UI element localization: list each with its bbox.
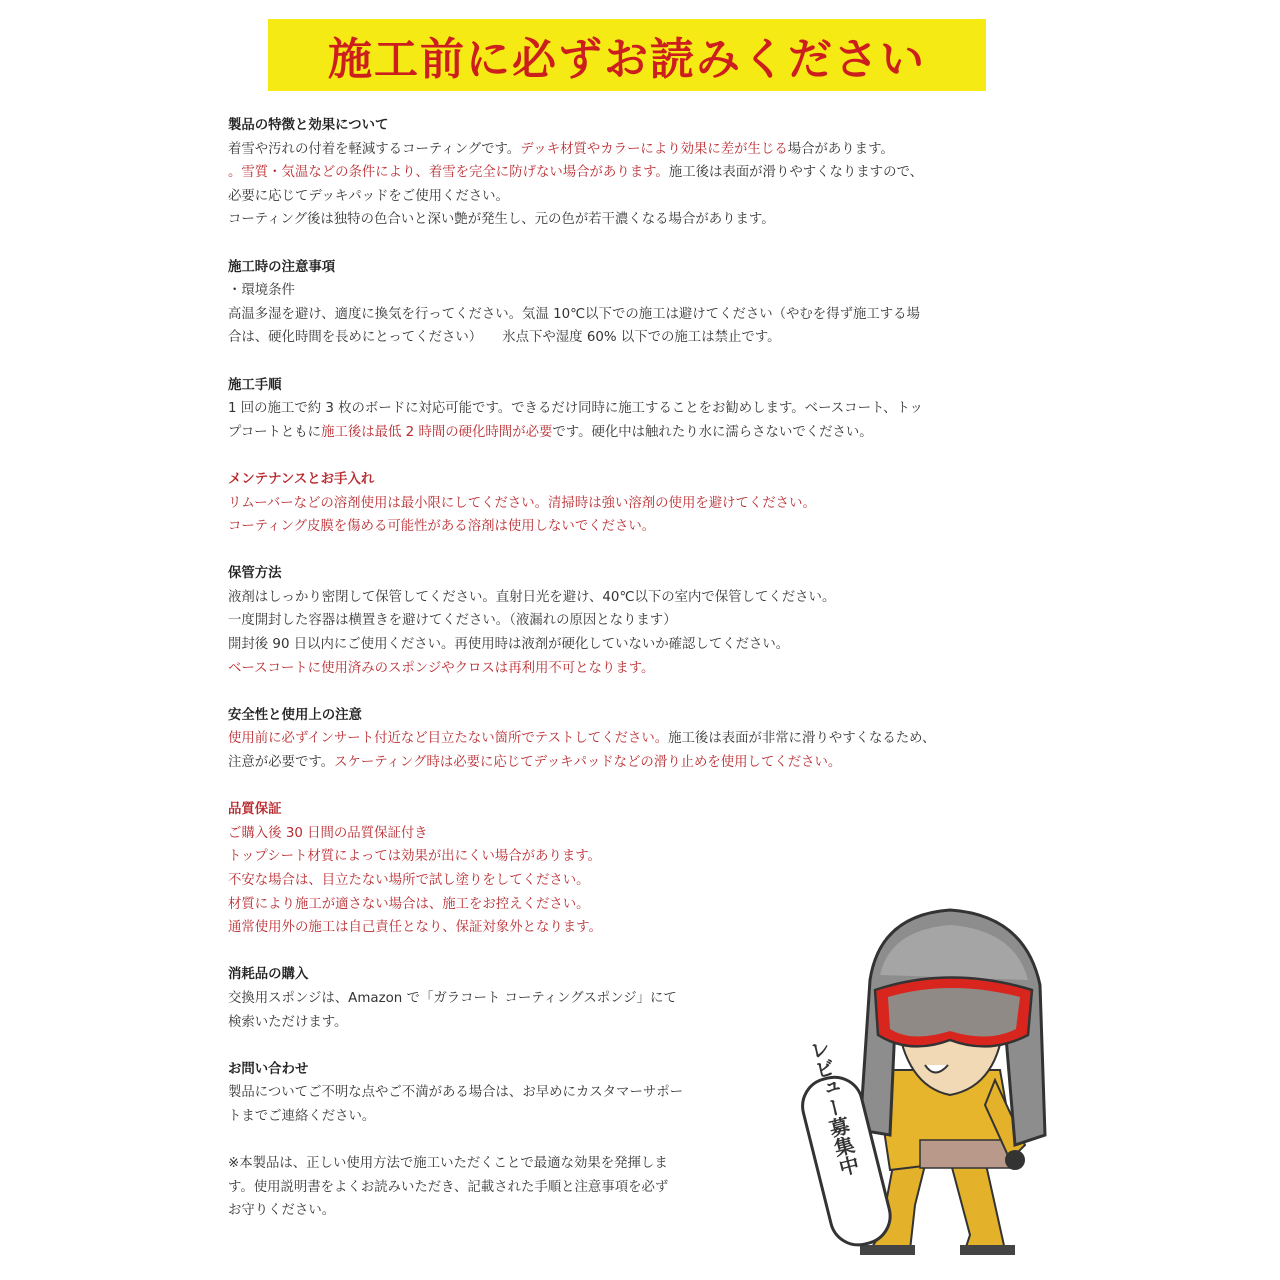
section-precautions (228, 256, 1048, 350)
section-heading: 品質保証 (228, 802, 282, 818)
text-line (228, 727, 1048, 751)
emphasis-line: ベースコートに使用済みのスポンジやクロスは再利用不可となります。 (228, 660, 655, 676)
text-span: です。硬化中は触れたり水に濡らさないでください。 (552, 424, 873, 440)
section-features (228, 114, 1048, 232)
section-heading: 施工時の注意事項 (228, 259, 336, 275)
section-heading: お問い合わせ (228, 1061, 309, 1077)
emphasis-text: 。雪質・気温などの条件により、着雪を完全に防げない場合があります。 (228, 165, 669, 181)
mascot-illustration (800, 905, 1060, 1260)
text-line: 1 回の施工で約 3 枚のボードに対応可能です。できるだけ同時に施工することをお勧めします。ベースコート、トッ (228, 401, 923, 417)
text-line: 合は、硬化時間を長めにとってください） 氷点下や湿度 60% 以下での施工は禁止です。 (228, 330, 781, 346)
emphasis-text: デッキ材質やカラーにより効果に差が生じる (520, 141, 788, 157)
text-line (228, 161, 1048, 185)
section-heading: 消耗品の購入 (228, 967, 309, 983)
text-span: 場合があります。 (787, 141, 894, 157)
board-text: レビュー募集中 (804, 1036, 862, 1179)
section-heading: 安全性と使用上の注意 (228, 707, 362, 723)
text-line: 一度開封した容器は横置きを避けてください。（液漏れの原因となります） (228, 613, 677, 629)
text-line: 開封後 90 日以内にご使用ください。再使用時は液剤が硬化していないか確認してください。 (228, 637, 790, 653)
emphasis-text: 施工後は最低 2 時間の硬化時間が必要 (321, 424, 553, 440)
emphasis-line: 通常使用外の施工は自己責任となり、保証対象外となります。 (228, 920, 602, 936)
text-line (228, 421, 1048, 445)
text-span: 施工後は表面が滑りやすくなりますので、 (668, 165, 923, 181)
text-span: 施工後は表面が非常に滑りやすくなるため、 (668, 731, 936, 747)
section-heading: 保管方法 (228, 566, 282, 582)
text-line: 液剤はしっかり密閉して保管してください。直射日光を避け、40℃以下の室内で保管してください。 (228, 589, 836, 605)
text-span: 着雪や汚れの付着を軽減するコーティングです。 (228, 141, 521, 157)
emphasis-text: 使用前に必ずインサート付近など目立たない箇所でテストしてください。 (228, 731, 669, 747)
text-line (228, 138, 1048, 162)
emphasis-line: コーティング皮膜を傷める可能性がある溶剤は使用しないでください。 (228, 519, 656, 535)
section-maintenance (228, 468, 1048, 539)
text-line: ※本製品は、正しい使用方法で施工いただくことで最適な効果を発揮しま (228, 1156, 668, 1172)
text-line (228, 751, 1048, 775)
text-line: お守りください。 (228, 1203, 336, 1219)
text-span: 注意が必要です。 (228, 755, 335, 771)
banner-title: 施工前に必ずお読みください (328, 34, 926, 85)
section-procedure (228, 374, 1048, 445)
emphasis-line: 不安な場合は、目立たない場所で試し塗りをしてください。 (228, 873, 590, 888)
emphasis-text: スケーティング時は必要に応じてデッキパッドなどの滑り止めを使用してください。 (334, 755, 842, 771)
text-line: す。使用説明書をよくお読みいただき、記載された手順と注意事項を必ず (228, 1179, 669, 1195)
text-line: 製品についてご不明な点やご不満がある場合は、お早めにカスタマーサポー (228, 1085, 684, 1101)
section-storage (228, 562, 1048, 680)
section-safety (228, 704, 1048, 775)
section-heading: メンテナンスとお手入れ (228, 471, 375, 487)
section-heading: 製品の特徴と効果について (228, 118, 389, 133)
text-line: 交換用スポンジは、Amazon で「ガラコート コーティングスポンジ」にて (228, 990, 677, 1006)
title-banner (268, 19, 986, 91)
text-line: ・環境条件 (228, 283, 295, 299)
text-line: トまでご連絡ください。 (228, 1108, 376, 1124)
emphasis-line: 材質により施工が適さない場合は、施工をお控えください。 (228, 896, 590, 912)
text-line: コーティング後は独特の色合いと深い艶が発生し、元の色が若干濃くなる場合があります。 (228, 212, 775, 228)
text-line: 必要に応じてデッキパッドをご使用ください。 (228, 188, 509, 204)
emphasis-line: リムーバーなどの溶剤使用は最小限にしてください。清掃時は強い溶剤の使用を避けてください。 (228, 495, 816, 511)
text-line: 検索いただけます。 (228, 1014, 348, 1030)
section-heading: 施工手順 (228, 377, 282, 393)
emphasis-line: ご購入後 30 日間の品質保証付き (228, 825, 428, 841)
text-line: 高温多湿を避け、適度に換気を行ってください。気温 10℃以下での施工は避けてください（やむを得ず施工する場 (228, 306, 920, 322)
text-span: プコートともに (228, 424, 322, 440)
emphasis-line: トップシート材質によっては効果が出にくい場合があります。 (228, 849, 601, 865)
